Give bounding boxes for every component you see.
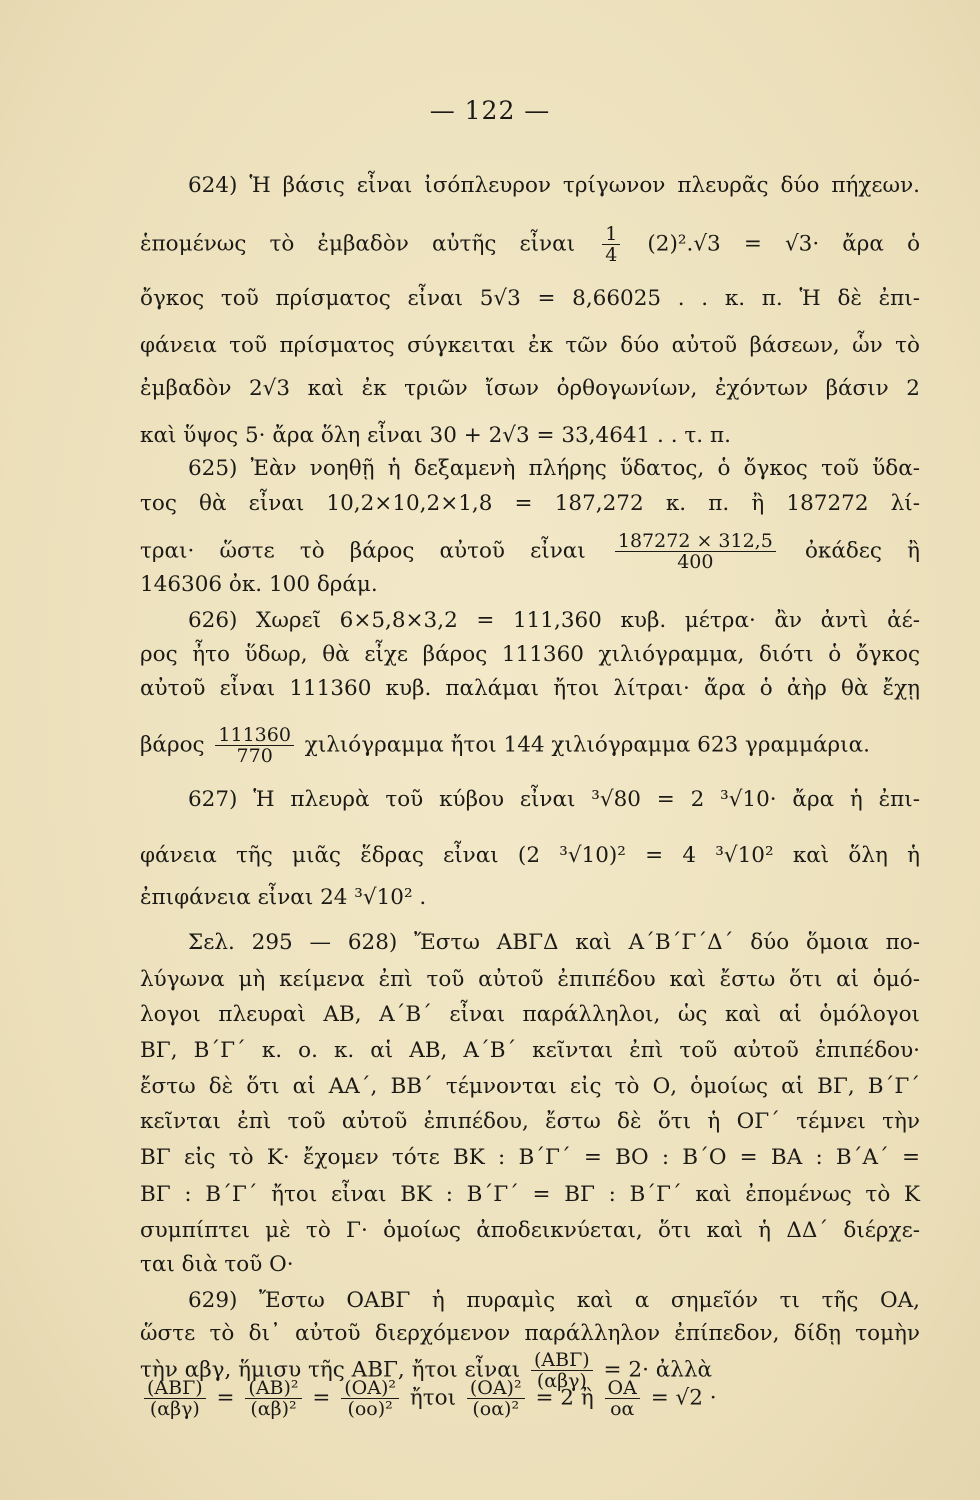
text-line [140,224,920,265]
text-line: ται διὰ τοῦ Ο· [140,1252,294,1277]
line-text: τραι· ὥστε τὸ βάρος αὐτοῦ εἶναι [140,538,586,564]
fraction: $\frac{\text{(ΑΒ)²}}{\text{(αβ)²}}$ [245,1378,301,1419]
text-line: 627) Ἡ πλευρὰ τοῦ κύβου εἶναι ³√80 = 2 ³√10· ἄρα ἡ ἐπι- [188,787,920,812]
text-line: 625) Ἐὰν νοηθῇ ἡ δεξαμενὴ πλήρης ὕδατος, ὁ ὄγκος τοῦ ὕδα- [188,456,920,481]
text-line: φάνεια τοῦ πρίσματος σύγκειται ἐκ τῶν δύο αὐτοῦ βάσεων, ὧν τὸ [140,333,920,358]
text-line: ὥστε τὸ δι᾿ αὐτοῦ διερχόμενον παράλληλον ἐπίπεδον, δίδῃ τομὴν [140,1321,920,1346]
text-line: ΒΓ εἰς τὸ Κ· ἔχομεν τότε ΒΚ : Β΄Γ΄ = ΒΟ : Β΄Ο = ΒΑ : Β΄Α΄ = [140,1145,920,1170]
text-line: ἐμβαδὸν 2√3 καὶ ἐκ τριῶν ἴσων ὀρθογωνίων, ἐχόντων βάσιν 2 [140,376,920,401]
text-line: 146306 ὀκ. 100 δράμ. [140,572,378,597]
text-line: ὄγκος τοῦ πρίσματος εἶναι 5√3 = 8,66025 . . κ. π. Ἡ δὲ ἐπι- [140,286,920,311]
text-line: λογοι πλευραὶ ΑΒ, Α΄Β΄ εἶναι παράλληλοι, ὡς καὶ αἱ ὁμόλογοι [140,1002,920,1027]
line-text: = 2· ἀλλὰ [603,1357,713,1383]
text-line: Σελ. 295 — 628) Ἔστω ΑΒΓΔ καὶ Α΄Β΄Γ΄Δ΄ δύο ὅμοια πο- [188,930,920,955]
fraction: $\frac{OA}{o\alpha}$ [605,1378,640,1419]
text-line: τος θὰ εἶναι 10,2×10,2×1,8 = 187,272 κ. π. ἢ 187272 λί- [140,491,920,516]
fraction: $\frac{\text{(ΑΒΓ)}}{\text{(αβγ)}}$ [144,1378,206,1419]
text-line: 624) Ἡ βάσις εἶναι ἰσόπλευρον τρίγωνον πλευρᾶς δύο πήχεων. [188,173,920,198]
text-line: 626) Χωρεῖ 6×5,8×3,2 = 111,360 κυβ. μέτρα· ἂν ἀντὶ ἀέ- [188,608,920,633]
fraction: $\frac{\text{(ΟΑ)²}}{\text{(οο)²}}$ [341,1378,399,1419]
text-line [140,725,920,766]
text-line: ἔστω δὲ ὅτι αἱ ΑΑ΄, ΒΒ΄ τέμνονται εἰς τὸ Ο, ὁμοίως αἱ ΒΓ, Β΄Γ΄ [140,1074,920,1099]
text-line: καὶ ὕψος 5· ἄρα ὅλη εἶναι 30 + 2√3 = 33,4641 . . τ. π. [140,423,731,448]
text-line [140,531,920,572]
text-line: αὐτοῦ εἶναι 111360 κυβ. παλάμαι ἤτοι λίτραι· ἄρα ὁ ἀὴρ θὰ ἔχῃ [140,676,920,701]
fraction: $\frac{\text{(ΟΑ)²}}{\text{(οα)²}}$ [467,1378,525,1419]
text-line: φάνεια τῆς μιᾶς ἕδρας εἶναι (2 ³√10)² = 4 ³√10² καὶ ὅλη ἡ [140,843,920,868]
page-number: — 122 — [429,96,551,125]
text-line: συμπίπτει μὲ τὸ Γ· ὁμοίως ἀποδεικνύεται, ὅτι καὶ ἡ ΔΔ΄ διέρχε- [140,1218,920,1243]
text-line: λύγωνα μὴ κείμενα ἐπὶ τοῦ αὐτοῦ ἐπιπέδου καὶ ἔστω ὅτι αἱ ὁμό- [140,967,920,992]
line-text: (2)².√3 = √3· ἄρα ὁ [647,231,921,257]
text-line: ρος ἦτο ὕδωρ, θὰ εἶχε βάρος 111360 χιλιόγραμμα, διότι ὁ ὄγκος [140,642,920,667]
fraction: $\frac{187272 \times 312,5}{400}$ [615,531,776,572]
line-text: ἑπομένως τὸ ἐμβαδὸν αὐτῆς εἶναι [140,231,576,257]
fraction: $\frac{111360}{770}$ [215,725,294,766]
text-line: ΒΓ : Β΄Γ΄ ἤτοι εἶναι ΒΚ : Β΄Γ΄ = ΒΓ : Β΄Γ΄ καὶ ἐπομένως τὸ Κ [140,1182,920,1207]
line-text: ὀκάδες ἢ [804,538,920,564]
text-line: ΒΓ, Β΄Γ΄ κ. ο. κ. αἱ ΑΒ, Α΄Β΄ κεῖνται ἐπὶ τοῦ αὐτοῦ ἐπιπέδου· [140,1038,920,1063]
fraction: $\frac{\text{(ΑΒΓ)}}{\text{(αβγ)}}$ [531,1350,593,1391]
text-line: ἐπιφάνεια εἶναι 24 ³√10² . [140,885,427,910]
text-line: κεῖνται ἐπὶ τοῦ αὐτοῦ ἐπιπέδου, ἔστω δὲ ὅτι ἡ ΟΓ΄ τέμνει τὴν [140,1109,920,1134]
line-text: βάρος [140,732,205,758]
line-text: τὴν αβγ, ἥμισυ τῆς ΑΒΓ, ἤτοι εἶναι [140,1357,521,1383]
fraction: $\frac{1}{4}$ [602,224,620,265]
final-equation: $\frac{\text{(ΑΒΓ)}}{\text{(αβγ)}}$ = $\frac{\text{(ΑΒ)²}}{\text{(αβ)²}}$ = $\frac{\text{(ΟΑ)²}}{\text{(οο)²}}$ ἤτοι $\frac{\text{(ΟΑ)²}}{\text{(οα)²}}$ = 2 ἢ $\frac{OA}{o\alpha}$ = √2 · [140,1378,920,1419]
text-line: 629) Ἔστω ΟΑΒΓ ἡ πυραμὶς καὶ α σημεῖόν τι τῆς ΟΑ, [188,1288,920,1313]
line-text: χιλιόγραμμα ἤτοι 144 χιλιόγραμμα 623 γραμμάρια. [304,732,870,758]
